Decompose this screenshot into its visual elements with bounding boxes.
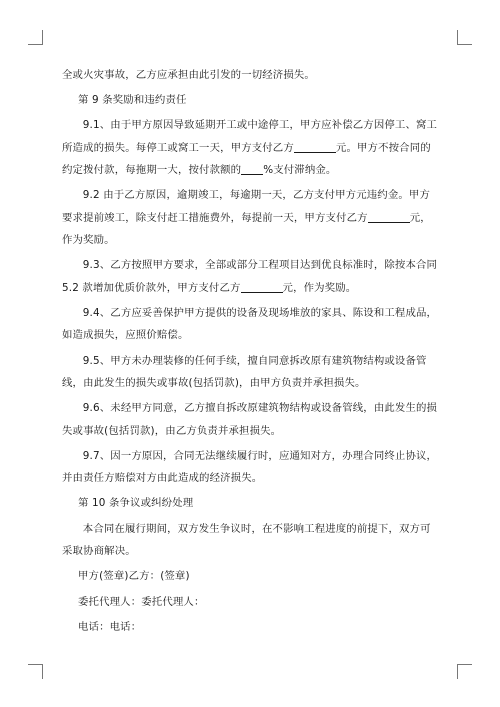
- clause-9-7: 9.7、因一方原因，合同无法继续履行时，应通知对方，办理合同终止协议，并由责任方赔偿对方由此造成的经济损失。: [62, 449, 438, 485]
- clause-9-1-text-b: 元。甲方不按合同的约定拨付款，每拖期一大，按付款额的: [62, 141, 431, 177]
- document-page: [62, 64, 439, 641]
- article-9-heading: 第 9 条奖励和违约责任: [78, 94, 187, 107]
- blank-field: [294, 140, 336, 153]
- crop-mark-top-right: [457, 30, 472, 45]
- clause-9-6: 9.6、未经甲方同意，乙方擅自拆改原建筑物结构或设备管线，由此发生的损失或事故(包括罚款)，由乙方负责并承担损失。: [62, 402, 438, 437]
- article-10-heading: 第 10 条争议或纠纷处理: [78, 497, 194, 510]
- clause-9-3-text-b: 元，作为奖励。: [282, 281, 357, 294]
- clause-9-3: [62, 254, 439, 299]
- blank-field: [241, 280, 283, 293]
- crop-mark-bottom-left: [28, 664, 43, 679]
- clause-9-5: 9.5、甲方未办理装修的任何手续，擅自同意拆改原有建筑物结构或设备管线，由此发生的损失或事故(包括罚款)，由甲方负责并承担损失。: [62, 354, 427, 390]
- clause-9-1: [62, 114, 439, 181]
- clause-9-2-text-a: 9.2 由于乙方原因，逾期竣工，每逾期一天，乙方支付甲方元违约金。甲方要求提前竣工，除支付赶工措施费外，每提前一天，甲方支付乙方: [62, 189, 430, 224]
- paragraph-continued: 全或火灾事故，乙方应承担由此引发的一切经济损失。: [62, 69, 315, 81]
- agent-line: 委托代理人：委托代理人：: [78, 595, 205, 608]
- crop-mark-top-left: [28, 30, 43, 45]
- phone-line: 电话：电话：: [78, 620, 142, 633]
- clause-9-2: [62, 184, 439, 251]
- clause-9-1-text-a: 9.1、由于甲方原因导致延期开工或中途停工，甲方应补偿乙方因停工、窝工所造成的损失。每停工或窝工一天，甲方支付乙方: [62, 119, 438, 154]
- blank-field: [368, 210, 410, 223]
- clause-9-4: 9.4、乙方应妥善保护甲方提供的设备及现场堆放的家具、陈设和工程成品，如造成损失，应照价赔偿。: [62, 307, 438, 342]
- clause-9-3-text-a: 9.3、乙方按照甲方要求，全部或部分工程项目达到优良标准时，除按本合同 5.2 款增加优质价款外，甲方支付乙方: [62, 259, 438, 294]
- clause-9-2-text-b: 元，作为奖励。: [62, 211, 431, 247]
- article-10-text: 本合同在履行期间，双方发生争议时，在不影响工程进度的前提下，双方可采取协商解决。: [62, 522, 431, 558]
- crop-mark-bottom-right: [457, 664, 472, 679]
- signature-line: 甲方(签章)乙方：(签章): [78, 570, 190, 583]
- clause-9-1-text-c: %支付滞纳金。: [263, 164, 337, 177]
- blank-field: [241, 162, 263, 175]
